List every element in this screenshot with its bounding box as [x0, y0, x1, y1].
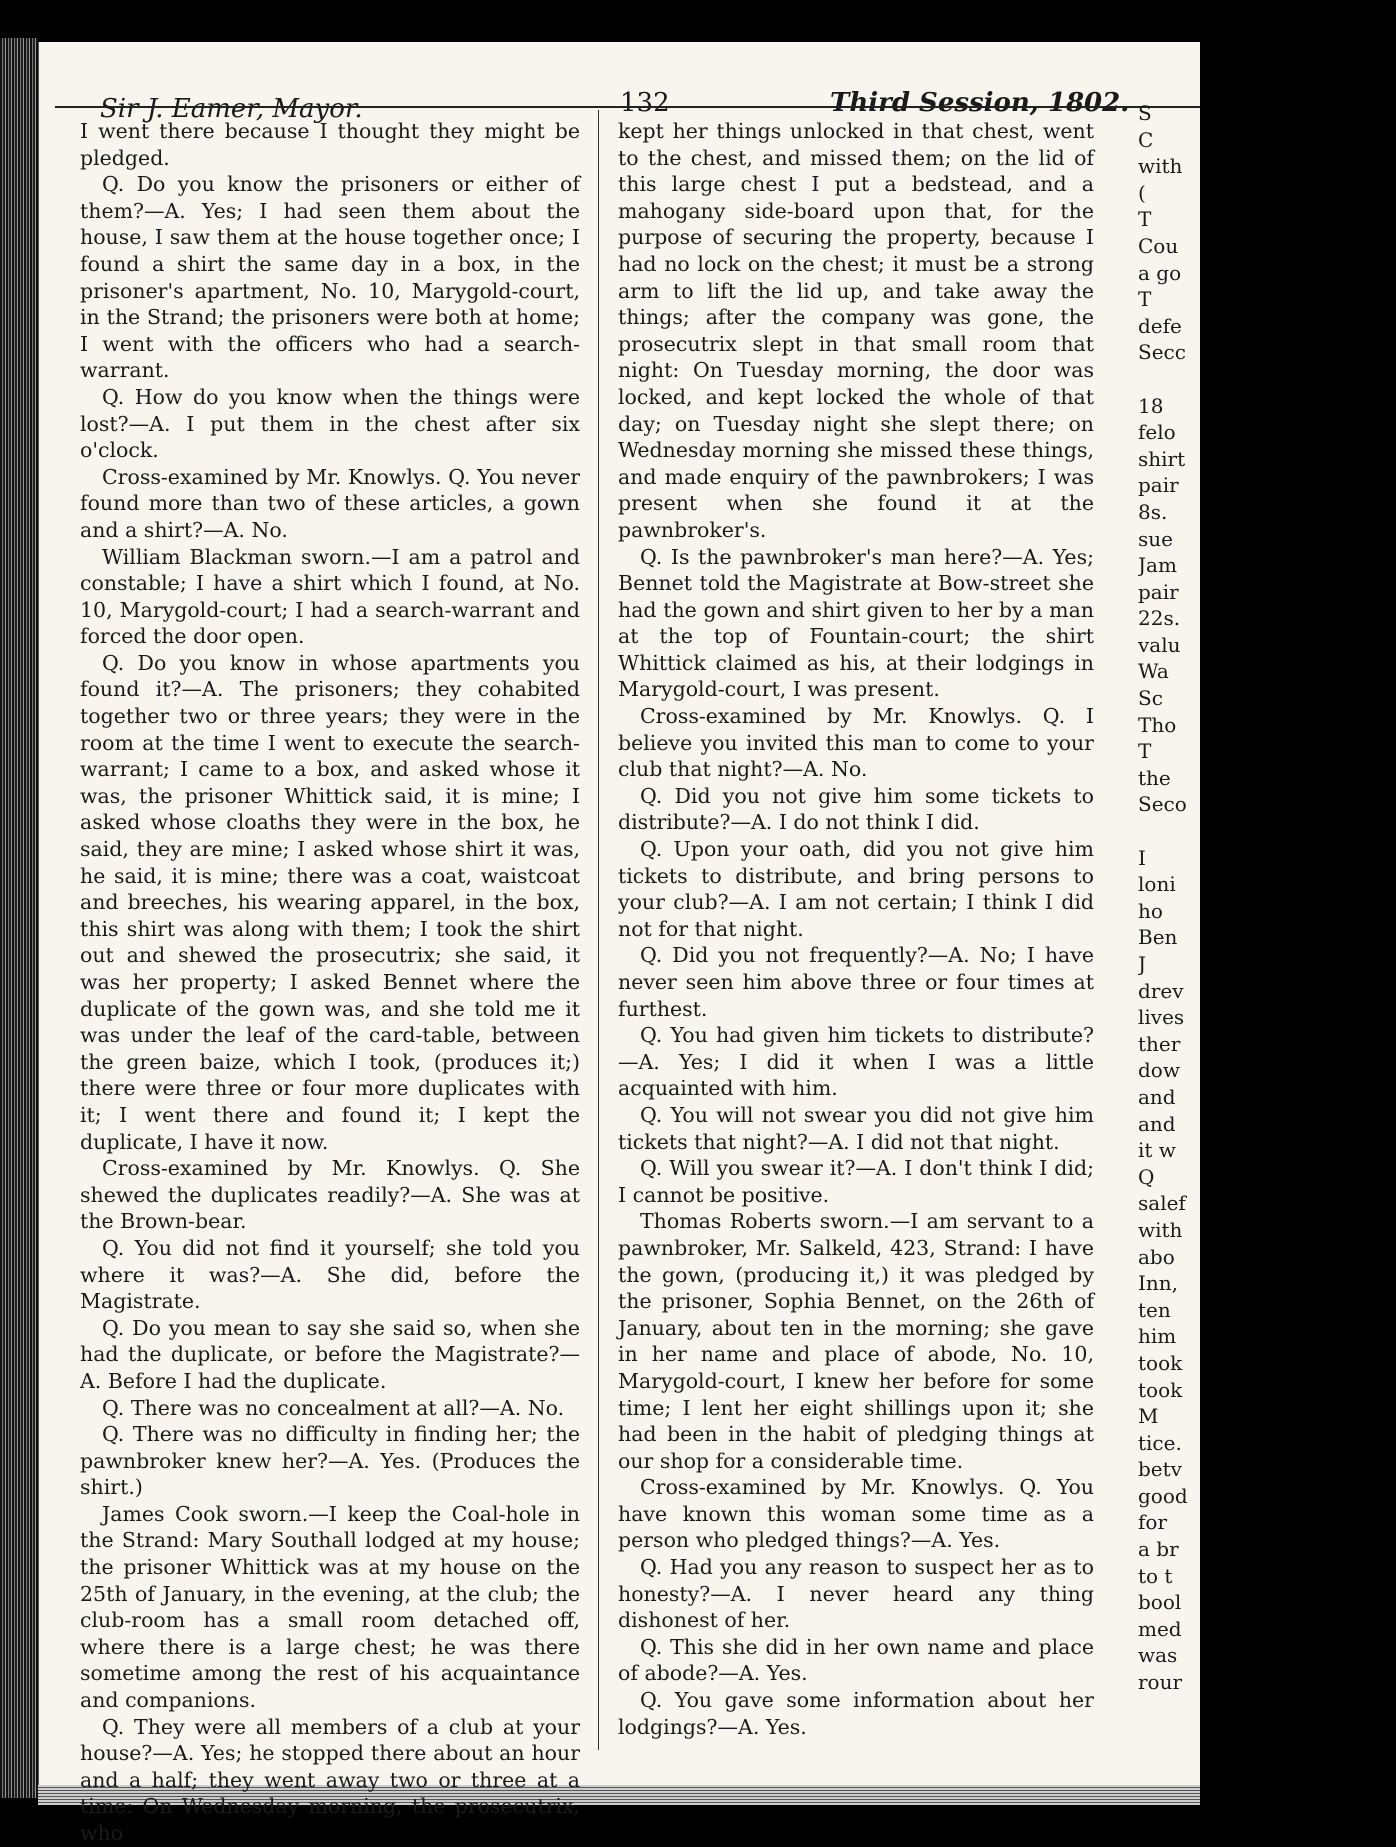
- edge-fragment: took: [1138, 1350, 1183, 1375]
- paragraph: Q. They were all members of a club at your house?—A. Yes; he stopped there about an hour and a half; they went away two or three at a time: On Wednesday morning, the prosecutrix, who: [80, 1714, 580, 1845]
- paragraph: Q. Do you know in whose apartments you found it?—A. The prisoners; they cohabited together two or three years; they were in the room at the time I went to execute the search-warrant; I came to a box, and asked whose it was, the prisoner Whittick said, it is mine; I asked whose cloaths they were in the box, he said, they are mine; I asked whose shirt it was, he said, it is mine; there was a coat, waistcoat and breeches, his wearing apparel, in the box, this shirt was along with them; I took the shirt out and shewed the prosecutrix; she said, it was her property; I asked Bennet where the duplicate of the gown was, and she told me it was under the leaf of the card-table, between the green baize, which I took, (produces it;) there were three or four more duplicates with it; I went there and found it; I kept the duplicate, I have it now.: [80, 650, 580, 1154]
- paragraph: Q. You gave some information about her lodgings?—A. Yes.: [618, 1688, 1094, 1739]
- scan-background: [1200, 0, 1396, 1826]
- edge-fragment: lives: [1138, 1005, 1185, 1030]
- edge-fragment: ther: [1138, 1031, 1181, 1056]
- edge-fragment: (: [1138, 180, 1146, 205]
- edge-fragment: shirt: [1138, 446, 1186, 471]
- edge-fragment: sue: [1138, 526, 1173, 551]
- edge-fragment: valu: [1138, 632, 1181, 657]
- paragraph: William Blackman sworn.—I am a patrol and constable; I have a shirt which I found, at No. 10, Marygold-court; I had a search-warrant and forced the door open.: [80, 544, 580, 649]
- edge-fragment: med: [1138, 1616, 1182, 1641]
- paragraph: Q. You had given him tickets to distribute?—A. Yes; I did it when I was a little acquainted with him.: [618, 1023, 1094, 1101]
- edge-fragment: J: [1138, 952, 1147, 976]
- edge-fragment: with: [1138, 1217, 1183, 1242]
- paragraph: Q. Do you know the prisoners or either of them?—A. Yes; I had seen them about the house, I saw them at the house together once; I found a shirt the same day in a box, in the prisoner's apartment, No. 10, Marygold-court, in the Strand; the prisoners were both at home; I went with the officers who had a search-warrant.: [80, 172, 580, 383]
- edge-fragment: took: [1138, 1377, 1183, 1402]
- edge-fragment: salef: [1138, 1191, 1186, 1216]
- edge-fragment: 22s.: [1138, 606, 1181, 631]
- paragraph: Q. Did you not give him some tickets to distribute?—A. I do not think I did.: [618, 783, 1094, 835]
- paragraph: Q. You will not swear you did not give him tickets that night?—A. I did not that night.: [618, 1102, 1094, 1154]
- edge-fragment: dow: [1138, 1058, 1180, 1083]
- paragraph: Q. This she did in her own name and place of abode?—A. Yes.: [618, 1634, 1094, 1686]
- edge-fragment: rour: [1138, 1670, 1183, 1695]
- edge-fragment: tice.: [1138, 1430, 1182, 1455]
- paragraph: Q. There was no concealment at all?—A. No.: [102, 1395, 565, 1420]
- edge-fragment: defe: [1138, 313, 1182, 338]
- edge-fragment: S: [1138, 101, 1152, 125]
- column-divider: [598, 110, 599, 1750]
- edge-fragment: ten: [1138, 1297, 1171, 1322]
- edge-fragment: Ben: [1138, 925, 1178, 950]
- edge-fragment: bool: [1138, 1590, 1182, 1615]
- header-session: Third Session, 1802.: [830, 88, 1130, 118]
- edge-fragment: Secc: [1138, 340, 1186, 365]
- edge-fragment: 8s.: [1138, 499, 1168, 524]
- paragraph: Q. Do you mean to say she said so, when she had the duplicate, or before the Magistrate?—A. Before I had the duplicate.: [80, 1315, 580, 1393]
- edge-fragment: C: [1138, 127, 1154, 152]
- edge-fragment: the: [1138, 765, 1171, 790]
- edge-fragment: Seco: [1138, 792, 1187, 817]
- header-mayor: Sir J. Eamer, Mayor.: [100, 94, 363, 124]
- middle-text-column: [618, 118, 1094, 1740]
- next-page-edge-column: [1138, 100, 1200, 1790]
- edge-fragment: T: [1138, 287, 1152, 312]
- paragraph: Q. Upon your oath, did you not give him tickets to distribute, and bring persons to your club?—A. I am not certain; I think I did not for that night.: [618, 837, 1094, 941]
- edge-fragment: was: [1138, 1643, 1178, 1668]
- edge-fragment: drev: [1138, 978, 1184, 1003]
- paragraph: James Cook sworn.—I keep the Coal-hole in the Strand: Mary Southall lodged at my house; the prisoner Whittick was at my house on the 25th of January, in the evening, at the club; the club-room has a small room detached off, where there is a large chest; he was there sometime among the rest of his acquaintance and companions.: [80, 1501, 580, 1713]
- edge-fragment: a br: [1138, 1537, 1179, 1562]
- paragraph: Q. Had you any reason to suspect her as to honesty?—A. I never heard any thing dishonest of her.: [618, 1555, 1094, 1633]
- edge-fragment: 18: [1138, 393, 1164, 418]
- header-rule: [55, 106, 1205, 108]
- paragraph: Q. How do you know when the things were lost?—A. I put them in the chest after six o'clock.: [80, 384, 580, 463]
- paragraph: kept her things unlocked in that chest, went to the chest, and missed them; on the lid of this large chest I put a bedstead, and a mahogany side-board upon that, for the purpose of securing the property, because I had no lock on the chest; it must be a strong arm to lift the lid up, and take away the things; after the company was gone, the prosecutrix slept in that small room that night: On Tuesday morning, the door was locked, and kept locked the whole of that day; on Tuesday night she slept there; on Wednesday morning she missed these things, and made enquiry of the pawnbrokers; I was present when she found it at the pawnbroker's.: [618, 119, 1094, 542]
- paragraph: Q. Is the pawnbroker's man here?—A. Yes; Bennet told the Magistrate at Bow-street she had the gown and shirt given to her by a man at the top of Fountain-court; the shirt Whittick claimed as his, at their lodgings in Marygold-court, I was present.: [618, 544, 1094, 702]
- edge-fragment: Jam: [1138, 553, 1177, 578]
- edge-fragment: and: [1138, 1084, 1176, 1109]
- edge-fragment: loni: [1138, 872, 1176, 897]
- edge-fragment: Q: [1138, 1164, 1155, 1189]
- edge-fragment: pair: [1138, 473, 1179, 498]
- edge-fragment: Wa: [1138, 659, 1169, 684]
- paragraph: I went there because I thought they might be pledged.: [80, 119, 580, 170]
- paragraph: Thomas Roberts sworn.—I am servant to a pawnbroker, Mr. Salkeld, 423, Strand: I have the gown, (producing it,) it was pledged by the prisoner, Sophia Bennet, on the 26th of January, about ten in the morning; she gave in her name and place of abode, No. 10, Marygold-court, I knew her before for some time; I lent her eight shillings upon it; she had been in the habit of pledging things at our shop for a considerable time.: [618, 1209, 1094, 1473]
- edge-fragment: good: [1138, 1483, 1188, 1508]
- edge-fragment: for: [1138, 1510, 1168, 1535]
- paragraph: Q. There was no difficulty in finding her; the pawnbroker knew her?—A. Yes. (Produces the shirt.): [80, 1422, 580, 1500]
- edge-fragment: a go: [1138, 260, 1182, 285]
- running-header: [30, 52, 1200, 124]
- page-number: 132: [620, 88, 670, 118]
- edge-fragment: Sc: [1138, 686, 1163, 711]
- edge-fragment: him: [1138, 1324, 1177, 1349]
- edge-fragment: ho: [1138, 898, 1163, 923]
- paragraph: Cross-examined by Mr. Knowlys. Q. You never found more than two of these articles, a gown and a shirt?—A. No.: [80, 464, 580, 542]
- edge-fragment: with: [1138, 154, 1183, 179]
- edge-fragment: T: [1138, 207, 1152, 232]
- edge-fragment: felo: [1138, 420, 1176, 445]
- edge-fragment: abo: [1138, 1244, 1175, 1269]
- edge-fragment: and: [1138, 1111, 1176, 1136]
- paragraph: Q. You did not find it yourself; she told you where it was?—A. She did, before the Magistrate.: [80, 1235, 580, 1314]
- edge-fragment: pair: [1138, 579, 1179, 604]
- edge-fragment: Cou: [1138, 233, 1179, 258]
- edge-fragment: [1138, 366, 1200, 393]
- edge-fragment: T: [1138, 739, 1152, 764]
- edge-fragment: to t: [1138, 1563, 1173, 1588]
- paragraph: Q. Did you not frequently?—A. No; I have never seen him above three or four times at furthest.: [618, 943, 1094, 1021]
- edge-fragment: Tho: [1138, 712, 1177, 737]
- book-binding-gutter: [0, 38, 38, 1798]
- edge-fragment: M: [1138, 1404, 1159, 1429]
- paragraph: Q. Will you swear it?—A. I don't think I did; I cannot be positive.: [618, 1156, 1094, 1207]
- edge-fragment: betv: [1138, 1457, 1182, 1482]
- edge-fragment: I: [1138, 845, 1146, 870]
- left-text-column: [80, 118, 580, 1847]
- paragraph: Cross-examined by Mr. Knowlys. Q. She shewed the duplicates readily?—A. She was at the Brown-bear.: [80, 1156, 580, 1234]
- edge-fragment: [1138, 818, 1200, 845]
- edge-fragment: it w: [1138, 1138, 1176, 1163]
- paragraph: Cross-examined by Mr. Knowlys. Q. You have known this woman some time as a person who pledged things?—A. Yes.: [618, 1475, 1094, 1553]
- paragraph: Cross-examined by Mr. Knowlys. Q. I believe you invited this man to come to your club that night?—A. No.: [618, 704, 1094, 782]
- edge-fragment: Inn,: [1138, 1271, 1179, 1296]
